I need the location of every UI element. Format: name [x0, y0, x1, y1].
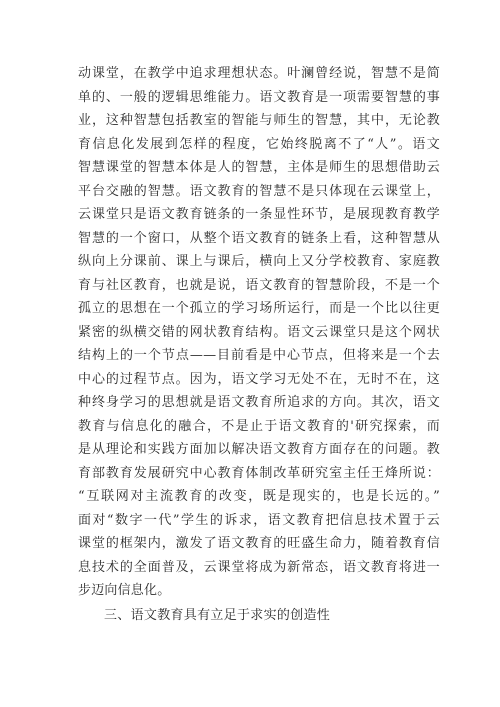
text-line: 育与社区教育，也就是说，语文教育的智慧阶段，不是一个: [78, 277, 440, 293]
text-line: 育信息化发展到怎样的程度，它始终脱离不了“人”。语文: [78, 136, 440, 152]
text-line: 面对“数字一代”学生的诉求，语文教育把信息技术置于云: [78, 512, 440, 528]
text-line: 智慧课堂的智慧本体是人的智慧，主体是师生的思想借助云: [78, 160, 440, 175]
text-line: 课堂的框架内，激发了语文教育的旺盛生命力，随着教育信: [78, 536, 440, 551]
text-line: “互联网对主流教育的改变，既是现实的，也是长远的。”: [78, 489, 440, 504]
text-line: 结构上的一个节点——目前看是中心节点，但将来是一个去: [78, 348, 440, 363]
text-line: 平台交融的智慧。语文教育的智慧不是只体现在云课堂上，: [78, 183, 440, 199]
text-line: 智慧的一个窗口，从整个语文教育的链条上看，这种智慧从: [78, 230, 440, 246]
text-line: 是从理论和实践方面加以解决语文教育方面存在的问题。教: [78, 442, 440, 457]
text-line: 纵向上分课前、课上与课后，横向上又分学校教育、家庭教: [78, 254, 440, 269]
text-line: 种终身学习的思想就是语文教育所追求的方向。其次，语文: [78, 395, 440, 410]
text-line: 中心的过程节点。因为，语文学习无处不在，无时不在，这: [78, 371, 440, 387]
text-line: 教育与信息化的融合，不是止于语文教育的'研究探索，而: [78, 418, 440, 434]
text-line: 育部教育发展研究中心教育体制改革研究室主任王烽所说：: [78, 465, 440, 481]
text-line: 业，这种智慧包括教室的智能与师生的智慧，其中，无论教: [78, 113, 440, 128]
text-line: 动课堂，在教学中追求理想状态。叶澜曾经说，智慧不是简: [78, 66, 440, 81]
text-line: 息技术的全面普及，云课堂将成为新常态，语文教育将进一: [78, 559, 440, 575]
text-line: 紧密的纵横交错的网状教育结构。语文云课堂只是这个网状: [78, 324, 440, 340]
text-line: 孤立的思想在一个孤立的学习场所运行，而是一个比以往更: [78, 301, 440, 316]
section-heading: 三、语文教育具有立足于求实的创造性: [104, 608, 331, 623]
text-line: 步迈向信息化。: [78, 583, 171, 598]
text-line: 单的、一般的逻辑思维能力。语文教育是一项需要智慧的事: [78, 89, 440, 105]
body-text: [78, 62, 440, 603]
text-line: 云课堂只是语文教育链条的一条显性环节，是展现教育教学: [78, 207, 440, 222]
